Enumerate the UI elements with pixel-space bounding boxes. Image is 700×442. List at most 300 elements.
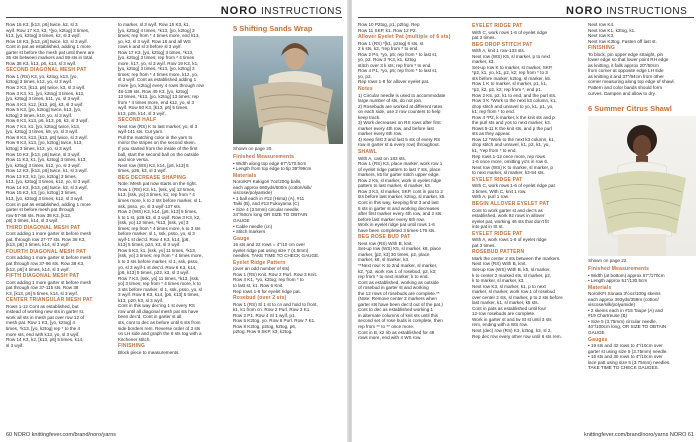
- instruction-line: k to 3 sts before marker, sl 1, ssk, psso,: [118, 258, 199, 264]
- instruction-line: curves. Dampen and allow to dry.: [588, 90, 656, 96]
- instruction-line: If you started from the inside of the first: [118, 146, 198, 152]
- left-column-1: [6, 22, 111, 422]
- instruction-line: Row 12 K3, [k13, p6] twice, k1, sl 3 wyif.: [6, 168, 88, 174]
- instruction-line: marker every 4th row, and before last: [358, 125, 434, 131]
- wrap-caption: Shown on page 20.: [233, 146, 273, 151]
- right-page: [352, 0, 700, 442]
- instruction-line: With A, work rows 1-6 of eyelet ridge: [472, 237, 547, 243]
- right-page-header: [566, 5, 687, 17]
- instruction-line: [yo, k2tog] 4 times, *k13, [yo, k2tog] 3: [118, 27, 195, 33]
- section-heading: CENTER TRIANGULAR MESH PAT: [6, 297, 93, 304]
- instruction-line: • Width (at bottom) approx 67"/170cm: [588, 272, 665, 278]
- instruction-line: Pull the matching color in the yarn to: [118, 134, 193, 140]
- instruction-line: and vice versa.: [118, 157, 149, 163]
- instruction-line: • Length approx 51"/130.5cm: [588, 278, 648, 284]
- instruction-line: of rosebud in garter st and working: [358, 285, 429, 291]
- section-heading: EYELET RIDGE PAT: [472, 230, 523, 237]
- instruction-line: the purl sts and yos to next marker, k3.: [472, 120, 551, 126]
- instruction-line: Row 1 (RS) K3, yo, k2tog, k13, [yo,: [6, 73, 78, 79]
- instruction-line: • 19 sts and 42 rows to 4"/10cm over: [588, 343, 663, 349]
- instruction-line: 2) Rosebuds are worked at different rates: [358, 103, 443, 109]
- instruction-line: Rep rows 1-8 for allover eyelet pat.: [358, 79, 430, 85]
- instruction-line: eyelet pat, working 46 sts that don't fit: [472, 218, 549, 224]
- wrap-illustration: [233, 36, 343, 144]
- instruction-line: Row 1 (RS) K3, k1, [ssk, yo] 12 times,: [118, 186, 196, 192]
- section-heading: SECOND DIAGONAL MESH PAT: [6, 67, 87, 74]
- instruction-line: With C, work rows 1-6 of eyelet ridge pat: [472, 183, 555, 189]
- instruction-line: Row 2 K5, sl marker, work in eyelet ridge: [358, 177, 442, 183]
- instruction-line: established, work 92 rows in allover: [472, 213, 545, 219]
- instruction-line: Row 11 SKP, k1. Row 12 P2.: [358, 27, 417, 33]
- instruction-line: Cont adding 1 more garter st before mesh: [6, 255, 92, 261]
- instruction-line: rem, ending with a WS row.: [472, 322, 528, 328]
- instruction-line: pat through row 37-115 sts. Row 38: [6, 285, 79, 291]
- instruction-line: Row 10 P2tog, p1, p2tog. Rep: [358, 22, 420, 27]
- section-heading: Materials: [233, 172, 257, 179]
- right-column-2: [472, 22, 584, 422]
- instruction-line: ssk, psso, yo, sl 3 wyif-137 sts.: [118, 203, 182, 209]
- instruction-line: wyif-1 st dec'd. Row 4 K3, k14, [p6,: [118, 236, 190, 242]
- instruction-line: Row 6 K3, k13, p6, k13, p6, k3, sl 3 wyif.: [6, 118, 89, 124]
- instruction-line: garter st before the mesh pat until there are: [6, 49, 95, 55]
- instruction-line: 35 sts between markers and 59 sts in total.: [6, 55, 94, 61]
- instruction-line: to next marker, sl marker, k3-94 sts.: [472, 170, 545, 176]
- instruction-line: Taiki (B), and #13 Fukuyama (C): [233, 201, 300, 207]
- section-heading: EYELET RIDGE PAT: [472, 176, 523, 183]
- instruction-line: Row 8 K2tog, p2tog, k2tog, p6,: [233, 323, 297, 329]
- instruction-line: times; rep from * 4 times more, end k13,: [118, 33, 200, 39]
- section-heading: Finished Measurements: [588, 266, 650, 272]
- instruction-line: Row 3 K3, k1, [yo, k2tog] 3 times, k12,: [6, 90, 85, 96]
- instruction-line: Cont adding 1 more garter st before mesh: [6, 231, 92, 237]
- instruction-line: p6] 3 times, k14, sl 3 wyif.: [6, 218, 59, 224]
- instruction-line: in alternate columns of knit sts until this: [358, 312, 438, 318]
- instruction-line: k13, [yo, k2tog] 3 times, k12, yo, sl 3 wyif.: [6, 179, 91, 185]
- instruction-line: on each side, use 2 row counters to help: [358, 109, 441, 115]
- instruction-line: Row 5 K2tog, yo. Row 6 Purl. Row 7 K1.: [233, 318, 316, 324]
- instruction-line: • Stitch markers: [233, 229, 266, 235]
- instruction-line: Next row (WS) K3, k14, [p6, k13] 5: [118, 162, 189, 168]
- instruction-line: #19 Chartreuse (B): [588, 313, 628, 319]
- instruction-line: Cont in this way, keeping first 3 and last: [358, 199, 439, 205]
- instruction-line: Noro/KFI Sonata 3½oz/100g skeins: [588, 291, 661, 297]
- instruction-line: Row 4 K3, k12, [k13, p6], k3, sl 3 wyif.: [6, 101, 84, 107]
- instruction-line: Row 15 K3, k3, [yo, k2tog] 3 times,: [6, 190, 77, 196]
- instruction-line: k1, *rep from * to end.: [472, 148, 517, 154]
- header-section: INSTRUCTIONS: [606, 6, 688, 17]
- section-heading: BEG DECREASE SHAPING: [118, 174, 187, 181]
- instruction-line: • Length from top edge to tip 39"/99cm: [233, 166, 312, 172]
- instruction-line: wyif. Row 17 K3, k3, *[yo, k2tog] 3 times,: [6, 27, 90, 33]
- instruction-line: marker, [p2, k3] 30 times, p2, place: [358, 251, 430, 257]
- instruction-line: rows more, end with 4 WS row.: [358, 335, 422, 341]
- section-heading: Eyelet Ridge Pattern: [233, 259, 286, 266]
- instruction-line: GAUGE: [233, 218, 250, 224]
- section-heading: Gauges: [588, 336, 608, 343]
- section-heading: FINISHING: [118, 343, 146, 350]
- instruction-line: viscose/polyamide): [233, 190, 273, 196]
- instruction-line: times more, k to 2 sts before marker, sl 1,: [118, 197, 203, 203]
- instruction-line: before last marker every 6th row.: [358, 216, 425, 222]
- right-column-3-top: [588, 22, 696, 102]
- instruction-line: rep from ** to ** once more.: [358, 323, 415, 329]
- instruction-line: Row 3 K *Work to the next k3 column, k1,: [472, 98, 557, 104]
- instruction-line: ball, start the second ball on the outside: [118, 151, 199, 157]
- instruction-line: *p2, k1, yo, k1, p2, k2; rep from * to 3: [472, 70, 548, 76]
- instruction-line: Row 1 (RS) K3, place marker, work row 1: [358, 161, 443, 167]
- instruction-line: each approx 660yds/600m (cotton/silk/: [233, 184, 312, 190]
- section-heading: Rosebud (over 2 sts): [233, 295, 287, 302]
- instruction-line: (Note: Remove center 2 markers when: [358, 296, 437, 302]
- section-heading: SHAWL: [358, 149, 378, 156]
- header-rule: [358, 17, 694, 18]
- instruction-line: Rep rows 1-6 for eyelet ridge pat.: [233, 288, 301, 294]
- instruction-line: Row 2 P1. Row 4 Sl 1 wyif, p1.: [233, 312, 296, 318]
- instruction-line: With A, knit 1 row-133 sts.: [472, 48, 526, 54]
- instruction-line: k2tog] 3 times, k10, yo, sl 3 wyif.: [6, 112, 73, 118]
- instruction-line: yo] 3 times; rep from * 4 times more, k to: [118, 281, 201, 287]
- instruction-line: To block, pin upper edge straight, pin: [588, 51, 664, 57]
- instruction-line: k13] 5 times, p24, k3, sl 3 wyif.: [118, 242, 181, 248]
- instruction-line: Note: Mesh pat now starts on the right.: [118, 181, 197, 187]
- instruction-line: Noro/KFI Kakigori 7oz/200g balls,: [233, 179, 302, 185]
- left-column-3: [233, 153, 343, 423]
- instruction-line: Row 1 (RS) Sl 1 st to cn and hold to front,: [233, 301, 318, 307]
- instruction-line: 40"/100cm long, OR SIZE TO OBTAIN: [588, 324, 667, 330]
- instruction-line: into pat in St st.: [472, 224, 504, 230]
- instruction-line: Cont in this way dec'ing 1 st every RS: [118, 303, 195, 309]
- instruction-line: more sts, end with k13, yo, sl 3 wyif.: [6, 331, 80, 337]
- section-heading: ROSEBUD PATTERN: [472, 249, 525, 256]
- instruction-line: 1) Circular needle is used to accommodate: [358, 92, 446, 98]
- instruction-line: stitch over 3 k sts; rep from * to end.: [358, 62, 432, 68]
- instruction-line: Rep rows 1-12 once more, rep rows: [472, 153, 546, 159]
- instruction-line: Cont to dec as established working 1: [358, 307, 434, 313]
- instruction-line: lower edge so that lower point RH edge: [588, 57, 669, 63]
- instruction-line: 12-row rosebuds are complete.: [472, 311, 536, 317]
- instruction-line: 3 wyif. Row 8 K3, k14, [p6, k13] 5 times,: [118, 292, 200, 298]
- instruction-line: Row 12 *Work to the next k3 column, k1,: [472, 136, 555, 142]
- instruction-line: on LH side and graph the 6 sts tog with a: [118, 331, 202, 337]
- instruction-line: the 12 rows of rosebuds are complete.**: [358, 290, 440, 296]
- section-heading: Allover Eyelet Pat (multiple of 6 sts): [358, 34, 451, 41]
- instruction-line: been dec'd. Cont in garter st all: [118, 314, 182, 320]
- instruction-line: Cont in pats as established until four: [472, 305, 547, 311]
- instruction-line: second set of rose buds is complete, then: [358, 318, 443, 324]
- instruction-line: from * 4 times more, end k12, yo, sl 3: [118, 99, 195, 105]
- section-heading: FIFTH DIAGONAL MESH PAT: [6, 273, 80, 280]
- instruction-line: k to 1 st, p26 k3, sl 3 wyif. Row 3 K3, k2,: [118, 214, 201, 220]
- section-heading: SECOND HALF: [118, 117, 157, 124]
- instruction-line: **Next row: K to 2nd marker, sl marker,: [358, 262, 438, 268]
- instruction-line: k13, [yo, k2tog] 3 times, k2, sl 3 wyif.: [6, 33, 81, 39]
- instruction-line: Next row (RS) K to last marker, yo, sl 3: [118, 123, 198, 129]
- right-footer: knittingfever.com/brand/noro/yarns NORO 61: [583, 432, 694, 438]
- section-heading: BEG DROP STITCH PAT: [472, 41, 533, 48]
- instruction-line: pat 3 times.: [472, 35, 496, 41]
- section-heading: FOURTH DIAGONAL MESH PAT: [6, 248, 87, 255]
- instruction-line: yo, p2. Row 3 *K3, k1, k2tog: [358, 57, 416, 63]
- instruction-line: Rows 1-12 Cont as established, but: [6, 303, 79, 309]
- instruction-line: [yo, k2tog] 3 times, k11, yo, sl 3 wyif.: [6, 96, 81, 102]
- instruction-line: sts before marker, k2tog, sl marker, k5.: [472, 75, 552, 81]
- instruction-line: With A, purl 1 row.: [472, 194, 510, 200]
- section-heading: Gauge: [233, 235, 250, 242]
- instruction-line: Row 2 (WS) K3, k14, [p6, k13] 5 times,: [118, 209, 198, 215]
- instruction-line: sts, cont to dec as before until 6 sts from: [118, 319, 201, 325]
- instruction-line: marker, k3.: [472, 59, 495, 65]
- instruction-line: Row 14 K3, k2, [k13, p6] 5 times, k14,: [6, 337, 84, 343]
- instruction-line: 5 sts in garter st and working decreases: [358, 205, 440, 211]
- instruction-line: Cont in B, k2 rib as established for 46: [358, 329, 435, 335]
- instruction-line: side borders rem. Reverse order of 3 sts: [118, 325, 201, 331]
- instruction-line: as knitting, it falls approx 20"/50cm: [588, 62, 659, 68]
- pattern-title-wrap: 5 Shifting Sands Wrap: [233, 24, 313, 33]
- instruction-line: mesh pat. Row 1 K3, [yo, k2tog] 4: [6, 320, 75, 326]
- instruction-line: [ssk, yo] 12 times, *k13, [ssk, yo] 3: [118, 220, 189, 226]
- instruction-line: yo, k2, sl 3 wyif. Row 16 and all WS: [118, 38, 191, 44]
- instruction-line: Row 11 K3, k1, [yo, k2tog] 3 times, k13,: [6, 157, 87, 163]
- instruction-line: Next row (RS) With B, knit.: [358, 240, 413, 246]
- instruction-line: k2tog] 3 times, k12, yo, sl 3 wyif.: [6, 79, 73, 85]
- instruction-line: lace patt using size 5 (3.75mm) needles.: [588, 359, 671, 365]
- instruction-line: pat through row 37-96 sts. Row 38 K3,: [6, 260, 85, 266]
- instruction-line: 16 sts and 22 rows = 4"/10 cm over: [233, 242, 305, 248]
- instruction-line: k1; rep from * to end.: [472, 109, 515, 115]
- header-section: INSTRUCTIONS: [261, 6, 342, 17]
- instruction-line: Row 1 (RS) Knit. Row 2 Purl. Row 3 Knit.: [233, 271, 317, 277]
- left-column-2: [118, 22, 228, 422]
- instruction-line: [p6, k13] 5 times, p22, k3, sl 3 wyif.: [118, 270, 190, 276]
- section-heading: Notes: [358, 86, 373, 93]
- instruction-line: Work in eyelet ridge pat until rows 1-6: [358, 222, 435, 228]
- instruction-line: With A, cast on 183 sts.: [358, 155, 407, 161]
- instruction-line: row until all diagonal mesh pat sts have: [118, 308, 199, 314]
- instruction-line: Row 8 K3, k13, [k13, p6] twice, sl 3 wyif.: [6, 134, 88, 140]
- left-page-header: [221, 5, 342, 17]
- instruction-line: [ssk, yo] 3 times; rep from * 4 times more,: [118, 253, 203, 259]
- shawl-illustration: [588, 116, 696, 256]
- instruction-line: Cont adding 1 more garter st before mesh: [6, 279, 92, 285]
- instruction-line: Set-up row K to marker, sl marker, SKP,: [472, 64, 553, 70]
- instruction-line: Row 10 K3, [k13, p6] twice, sl 3 wyif.: [6, 151, 81, 157]
- instruction-line: yo, p2.: [358, 73, 372, 79]
- instruction-line: 24"/60cm long OR SIZE TO OBTAIN: [233, 212, 308, 218]
- section-heading: FINISHING: [588, 45, 616, 52]
- instruction-line: Rows 5-11 K the knit sts, and p the purl: [472, 125, 552, 131]
- instruction-line: each approx 393yds/359m (cotton/: [588, 296, 659, 302]
- instruction-line: Row 14 K3, [k13, p6] twice, k2, sl 3 wyif.: [6, 184, 88, 190]
- pattern-title-shawl: 6 Summer Citrus Shawl: [588, 104, 672, 113]
- instruction-line: sts before last marker, k2tog, sl marker, k5.: [358, 194, 446, 200]
- instruction-line: 2 k sts, k3, *rep from * to end.: [358, 46, 419, 52]
- instruction-line: garter st using size 5 (3.75mm) needle.: [588, 348, 668, 354]
- header-brand: NORO: [566, 5, 603, 17]
- instruction-line: k to center 2 marked sts, sl marker, p2,: [472, 272, 552, 278]
- instruction-line: times; rep from * 4 times more, k12, yo,: [118, 71, 199, 77]
- wrap-photo: [233, 36, 343, 144]
- instruction-line: yo, sl 3 wyif-1 st dec'd. Row 6 K3, k14,: [118, 264, 197, 270]
- instruction-line: Cont in pat as established, adding 1 more: [6, 44, 91, 50]
- instruction-line: times, *k13, [yo, k2tog] rep * to the 4: [6, 325, 81, 331]
- instruction-line: Work in garter st and tw St st until 3 sts: [472, 316, 552, 322]
- instruction-line: Row 16 K3, [k13, p6] twice, k2, sl 3: [6, 22, 78, 27]
- instruction-line: large number of sts, do not join.: [358, 98, 423, 104]
- instruction-line: Cont in pat as established, adding 1 more: [6, 201, 91, 207]
- instruction-line: K3, [k13, p6] 5 times, k14, sl 3 wyif.: [6, 290, 78, 296]
- instruction-line: Set-up row (WS) K5, sl marker, k8, place: [358, 246, 441, 252]
- instruction-line: p2tog. Row 9 SKP, k3, k2tog.: [233, 329, 293, 335]
- instruction-line: rows k and sl 3 before sl 3 wyif.: [118, 44, 182, 50]
- instruction-line: k2, *p2, work row 1 of rosebud, p2, k3;: [358, 268, 437, 274]
- instruction-line: 1-6 once more, omitting yo's in row 6.: [472, 159, 549, 165]
- instruction-line: Next row K3, sl marker, k1, p to next: [472, 283, 546, 289]
- instruction-line: keep track.: [358, 114, 381, 120]
- instruction-line: Mark the center 2 sts between the markers.: [472, 255, 561, 261]
- header-rule: [6, 17, 342, 18]
- instruction-line: Row 7 K3, k1, [yo, k2tog] twice, k13,: [6, 123, 81, 129]
- instruction-line: Row 7 K3, [ssk, yo] 11 times, *k13, [ssk,: [118, 275, 200, 281]
- instruction-line: • 2 skeins each in #15 Taupe (A) and: [588, 307, 663, 313]
- instruction-line: Next row K3tog. Fasten off last st.: [588, 38, 657, 44]
- instruction-line: k13, p26, k14, sl 3 wyif.: [118, 110, 166, 116]
- instruction-line: Row 4 K1, *yo, k2tog; rep from * to: [233, 277, 304, 283]
- instruction-line: viscose/silk/polyamide): [588, 302, 635, 308]
- instruction-line: as knitting it and 37"/94cm from other: [588, 73, 664, 79]
- section-heading: THIRD DIAGONAL MESH PAT: [6, 224, 81, 231]
- instruction-line: k to marker, sl marker, k3.: [472, 278, 525, 284]
- section-heading: Finished Measurements: [233, 154, 295, 160]
- instruction-line: k13, [yo, k2tog] 3 times, k12, sl 3 wyif.: [6, 195, 84, 201]
- instruction-line: TAKE TIME TO CHECK GAUGES.: [588, 365, 659, 371]
- instruction-line: last marker, k1, sl marker, k5 sts.: [472, 300, 539, 306]
- instruction-line: pat 3 times.: [472, 242, 496, 248]
- instruction-line: work all sts in mesh pat over row 12 of: [6, 314, 85, 320]
- header-brand: NORO: [220, 5, 258, 17]
- shawl-caption: Shown on page 22.: [588, 258, 628, 263]
- left-page: [0, 0, 348, 442]
- right-column-1: [358, 22, 468, 422]
- instruction-line: Row 1 K to marker, sl marker, p1, k1,: [472, 81, 548, 87]
- instruction-line: Row 5 K3, [yo, k2tog] twice, k13, [yo,: [6, 107, 82, 113]
- instruction-line: Row 4 P1, *yo, p5; rep from * to last st,: [358, 68, 438, 74]
- instruction-line: Set-up row (WS) With B, k5, sl marker,: [472, 266, 551, 272]
- instruction-line: k1, k1 from cn. Row 2 Purl. Row 3 K1.: [233, 307, 311, 313]
- instruction-line: • Size 4 (3.5mm) circular needle,: [233, 206, 300, 212]
- instruction-line: sl 3 wyif. Cont as established adding 1: [118, 77, 197, 83]
- instruction-line: drop stitch and unravel to yo, k1, p1, yo,: [472, 103, 554, 109]
- instruction-line: marker, sl marker, work row 1 of rosebud: [472, 289, 555, 295]
- instruction-line: to last st, k1. Row 6 Knit.: [233, 283, 284, 289]
- instruction-line: [yo, k2tog] 3 times; rep from * 4 times: [118, 55, 195, 61]
- instruction-line: Row 17 K3, [yo, k2tog] 3 times, *k13,: [118, 49, 194, 55]
- instruction-line: from corner at opposite edge LH side: [588, 68, 664, 74]
- instruction-line: 3 sts before marker, sl 1, ssk, psso, yo, sl: [118, 286, 202, 292]
- instruction-line: more [yo, k2tog] every 4 rows through row: [118, 83, 204, 89]
- instruction-line: needles. TAKE TIME TO CHECK GAUGE.: [233, 253, 320, 259]
- instruction-line: over center 2 sts, sl marker, p to 2 sts before: [472, 294, 563, 300]
- instruction-line: Row 38 K3, k13, p6, k14, sl 3 wyif.: [6, 60, 77, 66]
- instruction-line: Row 2 K5, p2, k1 to end, and the purl sts.: [472, 92, 557, 98]
- instruction-line: row 57-58 sts. Row 38 K3, [k13,: [6, 212, 72, 218]
- instruction-line: pat, through row 37-77 sts. Row 38 K3,: [6, 236, 86, 242]
- instruction-line: GAUGE: [588, 330, 605, 336]
- instruction-line: k2tog] 3 times, k12, yo, sl 3 wyif.: [6, 146, 73, 152]
- instruction-line: Row 4 *P2, k marker, k the knit sts and p: [472, 114, 555, 120]
- instruction-line: pattern to last marker, sl marker, k3.: [358, 183, 432, 189]
- instruction-line: instead of working new sts in garter st,: [6, 309, 85, 315]
- instruction-line: 3 times. With C, knit 1 row.: [472, 188, 527, 194]
- instruction-line: Next row K4.: [588, 22, 615, 27]
- instruction-line: Next (dec) row (RS) K3, k2tog, k3, sl 2,: [472, 327, 552, 333]
- section-heading: BEG ROSE BUD PAT: [358, 234, 411, 241]
- instruction-line: • 16 sts and 30 rows to 4"/10cm over: [588, 354, 663, 360]
- instruction-line: Row 1 (RS) *[k1, p2tog] 6 sts, st: [358, 40, 424, 46]
- instruction-line: 48-139 sts. Row 49 K3, [yo, k2tog]: [118, 88, 189, 94]
- instruction-line: Row 2 K3, [k13, p6] twice, k3, sl 3 wyif.: [6, 85, 86, 91]
- instruction-line: 3) Work decreases on RS rows after first: [358, 120, 441, 126]
- instruction-line: Cont as established, working as outside: [358, 279, 439, 285]
- instruction-line: • Width along top edge 67"/170.5cm: [233, 160, 307, 166]
- instruction-line: 13 times, *k13, [yo, k2tog] 13 times; rep: [118, 94, 199, 100]
- instruction-line: eyelet ridge pat using size 7 (4.5mm): [233, 247, 309, 253]
- instruction-line: garter st before mesh pat through: [6, 207, 75, 213]
- instruction-line: [yo, k2tog] 3 times, *k13, [yo, k2tog] 3: [118, 66, 195, 72]
- instruction-line: With C, work rows 1-6 of eyelet ridge: [472, 29, 548, 35]
- instruction-line: mirror the stripes on the second skein.: [118, 140, 196, 146]
- instruction-line: times; rep from * 4 times more, k to 3 sts: [118, 225, 201, 231]
- instruction-line: markers, k5 for garter stitch upper edge.: [358, 172, 440, 178]
- instruction-line: [yo, k2tog] 3 times, k9, yo, sl 3 wyif.: [6, 129, 79, 135]
- instruction-line: • Size 5 (3.75mm) circular needle,: [588, 318, 658, 324]
- section-heading: Materials: [588, 284, 612, 291]
- instruction-line: times, p26, k3, sl 3 wyif.: [118, 168, 167, 174]
- instruction-line: k13, [ssk, yo] 3 times, k1; rep from * 4: [118, 192, 195, 198]
- instruction-line: Next row (WS) K5, sl marker, p to next: [472, 53, 551, 59]
- instruction-line: • Cable needle (cn): [233, 223, 273, 229]
- instruction-line: more, k17, yo, sl 3 wyif. Row 19 K3, k1,: [118, 60, 199, 66]
- instruction-line: [k13, p6] 4 times, k14, sl 3 wyif.: [6, 266, 70, 272]
- instruction-line: after first marker every 4th row, and 2 sts: [358, 211, 442, 217]
- instruction-line: sts as they appear.: [472, 131, 511, 137]
- instruction-line: • 1 ball each in #12 (Hima) (A), #11: [233, 195, 305, 201]
- instruction-line: *p2, k2, p2, k2; rep from *, end p1.: [472, 87, 542, 93]
- instruction-line: Next row K3.: [588, 33, 615, 39]
- instruction-line: [k13, p6] 3 times, k14, sl 3 wyif.: [6, 242, 70, 248]
- instruction-line: garter sts have been dec'd out of the pat.): [358, 301, 443, 307]
- instruction-line: wyif. Row 50 K3, [k13, p6] 5 times,: [118, 105, 189, 111]
- instruction-line: Row 18 K3, [k13, p6] twice, k3, sl 3 wyif.: [6, 38, 88, 44]
- left-footer: 60 NORO knittingfever.com/brand/noro/yarns: [6, 432, 117, 438]
- instruction-line: to marker, sl 3 wyif. Row 15 K3, k1,: [118, 22, 190, 27]
- right-column-3-bottom: [588, 265, 696, 425]
- instruction-line: Row 2 P4, *yo, p5; rep from * to last st,: [358, 51, 438, 57]
- instruction-line: marker every 6th row.: [358, 131, 403, 137]
- instruction-line: Rep dec row every other row until 6 sts rem.: [472, 333, 562, 339]
- instruction-line: Row 9 K3, k13, [yo, k2tog] twice, k13,: [6, 140, 83, 146]
- instruction-line: Next row K1, k2tog, k1.: [588, 27, 636, 33]
- instruction-line: have been completed 3 times-176 sts.: [358, 227, 436, 233]
- instruction-line: Next row (RS) With B, knit.: [472, 261, 527, 267]
- instruction-line: Cont to work garter st and dec's as: [472, 207, 543, 213]
- instruction-line: rep from * to next marker, k to end.: [358, 274, 429, 280]
- instruction-line: Pattern and color bands should form: [588, 85, 663, 91]
- instruction-line: Next row (WS) K to marker, sl marker, p: [472, 164, 553, 170]
- instruction-line: Row 3 K3, sl marker, SKP, cont in pat to 2: [358, 188, 443, 194]
- instruction-line: sl 3 wyif.: [6, 342, 24, 348]
- instruction-line: drop stitch and unravel, k1, p2, k1, yo,: [472, 142, 550, 148]
- instruction-line: wyif-141 sts. Cut yarn.: [118, 129, 164, 135]
